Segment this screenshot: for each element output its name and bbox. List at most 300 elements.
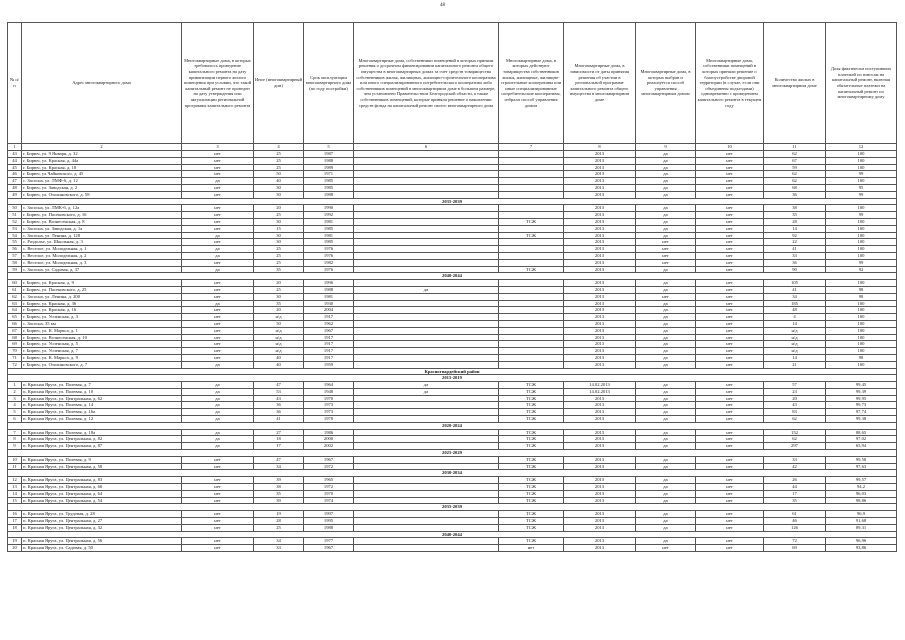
table-cell: нет xyxy=(182,259,254,266)
table-cell: нет xyxy=(696,463,764,470)
table-cell: 50 xyxy=(8,205,22,212)
table-cell: 1989 xyxy=(304,164,354,171)
table-cell: 100 xyxy=(826,320,897,327)
table-cell: 2013 xyxy=(564,218,636,225)
table-cell: нет xyxy=(696,171,764,178)
address-cell: г. Бирюч, ул. Вознесенская, д. 8 xyxy=(22,218,182,225)
table-cell: 2013 xyxy=(564,280,636,287)
table-cell: 35 xyxy=(254,300,304,307)
table-cell xyxy=(499,225,564,232)
table-cell: 93,86 xyxy=(826,545,897,552)
table-cell: 99,73 xyxy=(826,402,897,409)
table-cell: нет xyxy=(696,246,764,253)
table-cell: 69 xyxy=(8,341,22,348)
table-cell: 72 xyxy=(8,361,22,368)
section-label: 2040-2044 xyxy=(8,273,897,280)
table-cell: 14 xyxy=(764,320,826,327)
table-cell: 98 xyxy=(826,286,897,293)
table-cell: 105 xyxy=(764,280,826,287)
table-cell: 1985 xyxy=(304,239,354,246)
table-cell: нет xyxy=(696,293,764,300)
table-cell: 20 xyxy=(254,205,304,212)
table-cell: 30 xyxy=(254,293,304,300)
address-cell: с. Раздолье, ул. Школьная, д. 3 xyxy=(22,239,182,246)
column-number: 12 xyxy=(826,144,897,151)
table-cell: да xyxy=(636,205,696,212)
table-cell: 100 xyxy=(826,314,897,321)
table-row xyxy=(8,361,897,368)
table-cell: 61 xyxy=(8,286,22,293)
table-cell: да xyxy=(636,490,696,497)
table-cell: 30 xyxy=(254,232,304,239)
table-cell xyxy=(354,239,499,246)
table-cell: 62 xyxy=(764,171,826,178)
table-cell: нет xyxy=(182,497,254,504)
table-cell: 2013 xyxy=(564,178,636,185)
table-cell: нет xyxy=(696,518,764,525)
table-cell xyxy=(354,212,499,219)
table-row xyxy=(8,463,897,470)
address-cell: г. Бирюч, ул. 9 Января, д. 32 xyxy=(22,151,182,158)
address-cell: г. Бирюч, ул. Красная, д. 16 xyxy=(22,307,182,314)
table-cell xyxy=(354,477,499,484)
table-cell: нет xyxy=(182,334,254,341)
table-row xyxy=(8,545,897,552)
table-row xyxy=(8,395,897,402)
table-cell: нет xyxy=(182,538,254,545)
table-cell: да xyxy=(636,286,696,293)
table-cell: 18 xyxy=(254,436,304,443)
table-cell: да xyxy=(636,429,696,436)
table-cell: 14.02.2013 xyxy=(564,388,636,395)
address-cell: г. Бирюч, ул. Озолиновского, д. 58 xyxy=(22,191,182,198)
table-cell: 7 xyxy=(8,429,22,436)
table-cell: нет xyxy=(696,259,764,266)
table-cell xyxy=(499,361,564,368)
table-cell: 15 xyxy=(254,225,304,232)
table-cell: 2013 xyxy=(564,252,636,259)
table-cell: 89,31 xyxy=(826,524,897,531)
table-cell: 1976 xyxy=(304,266,354,273)
table-cell: 100 xyxy=(826,239,897,246)
table-cell: 1959 xyxy=(304,361,354,368)
table-cell: 35 xyxy=(254,490,304,497)
table-cell: н/д xyxy=(764,341,826,348)
table-cell: 2013 xyxy=(564,395,636,402)
table-cell: 14.02.2013 xyxy=(564,382,636,389)
table-cell: 2013 xyxy=(564,191,636,198)
table-cell: 21 xyxy=(764,361,826,368)
section-row xyxy=(8,375,897,382)
table-cell: 100 xyxy=(826,334,897,341)
table-cell: ТСЖ xyxy=(499,524,564,531)
table-cell: нет xyxy=(182,184,254,191)
address-cell: с. Засосна, ул. ЛМК-6, д. 12а xyxy=(22,205,182,212)
table-row xyxy=(8,191,897,198)
table-cell: 1988 xyxy=(304,191,354,198)
table-cell: 34 xyxy=(254,463,304,470)
address-cell: п. Красная Яруга, ул. Полевая, д. 9 xyxy=(22,456,182,463)
table-row xyxy=(8,280,897,287)
table-cell: 14 xyxy=(8,490,22,497)
table-cell: 100 xyxy=(826,280,897,287)
table-cell: 1982 xyxy=(304,259,354,266)
table-cell: 2013 xyxy=(564,511,636,518)
table-cell xyxy=(354,266,499,273)
address-cell: п. Красная Яруга, ул. Центральная, д. 54 xyxy=(22,497,182,504)
table-cell: да xyxy=(636,212,696,219)
table-cell xyxy=(354,232,499,239)
table-cell: 1967 xyxy=(304,545,354,552)
table-cell: нет xyxy=(696,538,764,545)
column-number: 8 xyxy=(564,144,636,151)
table-cell: ТСЖ xyxy=(499,456,564,463)
table-cell: нет xyxy=(182,314,254,321)
table-cell: 68 xyxy=(8,334,22,341)
table-cell: да xyxy=(636,416,696,423)
table-cell: 1997 xyxy=(304,511,354,518)
table-cell: нет xyxy=(696,354,764,361)
table-cell: нет xyxy=(182,205,254,212)
table-cell: 98 xyxy=(826,293,897,300)
table-cell: 41 xyxy=(254,416,304,423)
table-cell: нет xyxy=(696,232,764,239)
table-cell: нет xyxy=(696,348,764,355)
table-cell: да xyxy=(182,382,254,389)
table-cell: нет xyxy=(696,286,764,293)
table-cell xyxy=(354,341,499,348)
table-cell: нет xyxy=(696,327,764,334)
table-cell: 20 xyxy=(8,545,22,552)
table-cell: 53 xyxy=(254,388,304,395)
table-cell: 46 xyxy=(764,518,826,525)
table-cell: нет xyxy=(182,171,254,178)
table-cell: ТСЖ xyxy=(499,218,564,225)
table-cell: нет xyxy=(182,477,254,484)
table-cell: 2013 xyxy=(564,259,636,266)
table-cell: 1962 xyxy=(304,320,354,327)
table-row xyxy=(8,484,897,491)
table-cell: нет xyxy=(636,252,696,259)
table-cell: 2000 xyxy=(304,436,354,443)
table-row xyxy=(8,171,897,178)
table-row xyxy=(8,327,897,334)
table-cell: 43 xyxy=(764,402,826,409)
table-cell: 96,03 xyxy=(826,490,897,497)
table-cell: да xyxy=(182,388,254,395)
table-row xyxy=(8,382,897,389)
table-cell: 2013 xyxy=(564,286,636,293)
column-header: Количество жилых в многоквартирном доме xyxy=(764,23,826,144)
table-cell: 44 xyxy=(764,484,826,491)
table-cell: ТСЖ xyxy=(499,395,564,402)
table-cell xyxy=(354,171,499,178)
table-cell: н/д xyxy=(764,348,826,355)
page-number: 48 xyxy=(440,3,445,8)
table-cell: да xyxy=(636,157,696,164)
address-cell: с. Засосна, ул. Заводская, д. 1а xyxy=(22,225,182,232)
table-cell: 2013 xyxy=(564,354,636,361)
table-cell: нет xyxy=(696,307,764,314)
table-cell: 1981 xyxy=(304,232,354,239)
table-cell: 2013 xyxy=(564,239,636,246)
table-cell xyxy=(354,157,499,164)
address-cell: п. Красная Яруга, ул. Центральная, д. 82 xyxy=(22,436,182,443)
table-cell xyxy=(499,191,564,198)
table-cell: 2013 xyxy=(564,300,636,307)
address-cell: п. Красная Яруга, ул. Полевая, д. 16а xyxy=(22,409,182,416)
table-cell: нет xyxy=(696,388,764,395)
table-cell: 1974 xyxy=(304,497,354,504)
table-cell: 1981 xyxy=(304,218,354,225)
table-cell: 91,68 xyxy=(826,518,897,525)
column-header: Доля фактически поступивших платежей по взносам на капитальный ремонт, включая обязательные платежи на капитальный ремонт по многоквартирному дому xyxy=(826,23,897,144)
table-cell: 1988 xyxy=(304,157,354,164)
table-cell: 33 xyxy=(764,456,826,463)
table-cell: 2013 xyxy=(564,334,636,341)
table-cell: нет xyxy=(696,266,764,273)
table-cell: ТСЖ xyxy=(499,232,564,239)
table-cell xyxy=(499,286,564,293)
table-row xyxy=(8,307,897,314)
table-cell: нет xyxy=(696,409,764,416)
table-cell: 6 xyxy=(8,416,22,423)
address-cell: п. Красная Яруга, ул. Трудовая, д. 28 xyxy=(22,511,182,518)
table-cell: 126 xyxy=(764,524,826,531)
address-cell: п. Красная Яруга, ул. Центральная, д. 58 xyxy=(22,463,182,470)
address-cell: с. Веселое, ул. Молодежная, д. 1 xyxy=(22,246,182,253)
address-cell: п. Красная Яруга, ул. Центральная, д. 83 xyxy=(22,477,182,484)
table-cell: н/д xyxy=(254,348,304,355)
section-row xyxy=(8,198,897,205)
column-number: 6 xyxy=(354,144,499,151)
table-cell xyxy=(499,205,564,212)
table-cell: 1995 xyxy=(304,518,354,525)
table-cell: 100 xyxy=(826,327,897,334)
table-cell: нет xyxy=(182,218,254,225)
table-cell: 1990 xyxy=(304,205,354,212)
table-cell: 1976 xyxy=(304,246,354,253)
table-cell: нет xyxy=(182,151,254,158)
table-cell xyxy=(499,341,564,348)
table-cell: 1967 xyxy=(304,456,354,463)
column-number: 4 xyxy=(254,144,304,151)
address-cell: п. Красная Яруга, ул. Полевая, д. 10 xyxy=(22,388,182,395)
table-row xyxy=(8,341,897,348)
table-cell: 25 xyxy=(254,212,304,219)
table-cell: н/д xyxy=(764,334,826,341)
table-row xyxy=(8,151,897,158)
table-cell: нет xyxy=(696,429,764,436)
column-header: Многоквартирные дома, в которых действуют товарищества собственников жилья, жилищные, жилищно-строительные кооперативы или иные специализированные потребительские кооперативы, избрали способ управления домом xyxy=(499,23,564,144)
table-row xyxy=(8,443,897,450)
table-cell xyxy=(354,524,499,531)
table-cell: 36 xyxy=(254,402,304,409)
table-cell: 50 xyxy=(254,171,304,178)
table-cell: 95 xyxy=(826,184,897,191)
table-cell: нет xyxy=(636,293,696,300)
table-cell: нет xyxy=(182,164,254,171)
table-cell: 1 xyxy=(8,382,22,389)
table-cell: 100 xyxy=(826,205,897,212)
table-cell: 68 xyxy=(764,184,826,191)
table-cell: 57 xyxy=(8,252,22,259)
table-cell: 2013 xyxy=(564,212,636,219)
table-cell: 2013 xyxy=(564,232,636,239)
table-cell xyxy=(354,320,499,327)
table-cell: да xyxy=(182,178,254,185)
table-cell: 22 xyxy=(764,239,826,246)
table-cell xyxy=(354,545,499,552)
table-cell: 15 xyxy=(8,497,22,504)
address-cell: с. Засосна, ул. ЛМФ-6, д. 12 xyxy=(22,178,182,185)
table-row xyxy=(8,511,897,518)
table-cell xyxy=(499,252,564,259)
section-row xyxy=(8,450,897,457)
table-cell: 1985 xyxy=(304,225,354,232)
address-cell: г. Бирюч, ул. К. Маркса, д. 9 xyxy=(22,354,182,361)
table-cell: да xyxy=(636,280,696,287)
table-cell: 62 xyxy=(764,151,826,158)
table-cell: нет xyxy=(696,314,764,321)
table-cell: 1965 xyxy=(304,477,354,484)
table-cell: 25 xyxy=(254,524,304,531)
table-cell: 43 xyxy=(8,151,22,158)
table-cell: нет xyxy=(696,436,764,443)
address-cell: с. Веселое, ул. Молодежная, д. 3 xyxy=(22,259,182,266)
table-cell xyxy=(499,239,564,246)
column-number: 11 xyxy=(764,144,826,151)
table-cell: 72 xyxy=(764,538,826,545)
table-cell: 62 xyxy=(764,416,826,423)
address-cell: г. Бирюч, ул. Успенская, д. 3 xyxy=(22,314,182,321)
table-cell: 19 xyxy=(254,511,304,518)
table-cell xyxy=(354,191,499,198)
table-cell: 45 xyxy=(8,164,22,171)
table-cell: нет xyxy=(696,490,764,497)
address-cell: п. Красная Яруга, ул. Центральная, д. 56 xyxy=(22,538,182,545)
table-cell: 100 xyxy=(826,300,897,307)
address-cell: г. Бирюч, ул. Успенская, д. 5 xyxy=(22,341,182,348)
address-cell: г. Бирюч, ул. Красная, д. 18 xyxy=(22,164,182,171)
table-cell: 5 xyxy=(8,409,22,416)
table-cell: 71 xyxy=(8,354,22,361)
table-cell: 70 xyxy=(8,348,22,355)
table-cell: 25 xyxy=(254,157,304,164)
table-cell: 1973 xyxy=(304,402,354,409)
table-cell: 1978 xyxy=(304,416,354,423)
table-row xyxy=(8,348,897,355)
table-cell: 14 xyxy=(764,354,826,361)
table-cell: 2013 xyxy=(564,348,636,355)
table-cell: 67 xyxy=(8,327,22,334)
table-cell: да xyxy=(636,191,696,198)
table-cell xyxy=(354,280,499,287)
table-cell: 100 xyxy=(826,157,897,164)
table-cell: нет xyxy=(696,280,764,287)
table-cell: 2013 xyxy=(564,409,636,416)
table-cell: да xyxy=(636,178,696,185)
section-label: 2035-2039 xyxy=(8,198,897,205)
table-cell: нет xyxy=(182,307,254,314)
table-cell: 42 xyxy=(764,463,826,470)
address-cell: п. Красная Яруга, ул. Полевая, д. 18а xyxy=(22,429,182,436)
column-header: Многоквартирные дома, собственники помещений в которых приняли решение о благоустройстве дворовой территории (в случае, если они объединены подъездами) одновременно с проведением капитального ремонта в текущем году xyxy=(696,23,764,144)
table-cell: 3 xyxy=(8,395,22,402)
table-cell: нет xyxy=(182,490,254,497)
table-cell: нет xyxy=(696,218,764,225)
table-cell xyxy=(499,259,564,266)
table-cell: 94,2 xyxy=(826,484,897,491)
table-cell: нет xyxy=(182,157,254,164)
table-cell: 2 xyxy=(8,388,22,395)
table-cell xyxy=(499,327,564,334)
table-cell xyxy=(354,463,499,470)
table-cell: 100 xyxy=(826,164,897,171)
table-cell: нет xyxy=(696,334,764,341)
table-cell: 47 xyxy=(8,178,22,185)
table-cell: да xyxy=(182,361,254,368)
table-cell xyxy=(354,164,499,171)
table-cell: 14 xyxy=(764,225,826,232)
table-cell xyxy=(354,246,499,253)
table-cell: 36 xyxy=(254,409,304,416)
table-cell: да xyxy=(636,184,696,191)
section-label: Красногвардейский район xyxy=(8,368,897,375)
table-cell: 17 xyxy=(764,490,826,497)
table-cell: 2013 xyxy=(564,293,636,300)
table-cell: 2013 xyxy=(564,314,636,321)
table-cell: 2013 xyxy=(564,497,636,504)
table-row xyxy=(8,232,897,239)
address-cell: г. Бирюч, ул. Вознесенская, д. 10 xyxy=(22,334,182,341)
table-cell xyxy=(354,225,499,232)
table-cell xyxy=(354,151,499,158)
table-body xyxy=(8,151,897,552)
table-cell: да xyxy=(182,429,254,436)
table-cell: да xyxy=(636,484,696,491)
table-cell: 35 xyxy=(764,497,826,504)
table-cell: да xyxy=(636,218,696,225)
table-cell: 1971 xyxy=(304,171,354,178)
column-number-row xyxy=(8,144,897,151)
table-cell: да xyxy=(636,477,696,484)
table-row xyxy=(8,205,897,212)
table-cell: 30 xyxy=(254,184,304,191)
table-cell: 11 xyxy=(8,463,22,470)
table-cell: 2013 xyxy=(564,246,636,253)
table-cell: н/д xyxy=(254,327,304,334)
table-cell: 2013 xyxy=(564,524,636,531)
table-row xyxy=(8,409,897,416)
table-cell: да xyxy=(636,300,696,307)
table-cell: нет xyxy=(636,545,696,552)
table-cell: нет xyxy=(182,239,254,246)
column-header: Адрес многоквартирного дома xyxy=(22,23,182,144)
section-row xyxy=(8,531,897,538)
address-cell: п. Красная Яруга, ул. Центральная, д. 64 xyxy=(22,490,182,497)
table-cell xyxy=(499,246,564,253)
table-cell: 65,94 xyxy=(826,443,897,450)
table-cell xyxy=(354,409,499,416)
table-cell: да xyxy=(636,497,696,504)
table-cell: да xyxy=(636,388,696,395)
table-cell: 1988 xyxy=(304,286,354,293)
housing-program-table xyxy=(7,22,897,552)
table-cell: да xyxy=(636,409,696,416)
table-cell: да xyxy=(182,246,254,253)
column-header: Иное (многоквартирный дом) xyxy=(254,23,304,144)
